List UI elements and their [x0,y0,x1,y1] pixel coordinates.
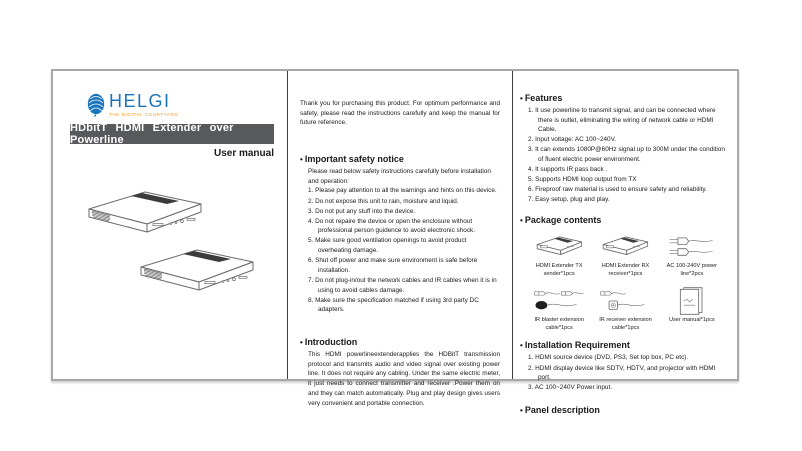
feature-item: 4. It supports IR pass back . [528,166,608,174]
bullet-icon: • [520,341,523,351]
ir-receiver-cable-icon [599,285,651,317]
extender-tx-icon [533,231,585,263]
introduction-heading: • Introduction [300,336,358,347]
manual-document [51,69,739,415]
package-item-label: User manual*1pcs [668,316,715,323]
package-item-manual [659,285,725,333]
package-item-tx [526,231,592,279]
extender-devices-drawing [79,187,267,307]
safety-item: 4. Do not repaire the device or open the enclosure without professional person guidence to avoid electronic shock. [308,217,476,235]
helgi-logo-icon [87,93,105,117]
package-item-label: IR receiver extension cable*1pcs [599,316,652,331]
safety-lead: Please read below safety instructions carefully before installation and operation: [308,168,491,185]
safety-item: 6. Shut off power and make sure environment is safe before installation. [308,257,478,274]
package-item-label: HDMI Extender RX receiver*1pcs [601,263,650,277]
package-item-label: AC 100-240V power line*2pcs [666,263,718,277]
package-item-powerline [659,231,725,279]
safety-item: 8. Make sure the specification matched if using 3rd party DC adapters. [308,296,479,314]
logo-text-block [109,91,178,117]
user-manual-icon [675,285,709,317]
installation-item: 2. HDMI display device like SDTV, HDTV, and projector with HDMI port. [528,364,716,382]
package-item-label: IR blaster extension cable*1pcs [534,316,584,331]
bullet-icon: • [300,155,303,165]
features-list [520,106,727,205]
safety-panel [287,71,512,407]
logo-name: HELGI [109,91,171,111]
feature-item: 5. Supports HDMI loop output from TX [528,176,637,184]
safety-item: 2. Do not expose this unit to rain, moisture and liquid. [308,197,459,205]
feature-item: 1. It use powerline to transmit signal, and can be connected where there is outlet, eliminating the wiring of network cable or HDMI Cable. [528,107,716,134]
power-cable-icon [668,231,716,263]
installation-item: 1. HDMI source device (DVD, PS3, Set top box, PC etc). [528,354,689,362]
feature-item: 2. Input voltage: AC 100~240V. [528,136,617,144]
installation-heading: • Installation Requirement [520,340,630,351]
cover-panel [53,71,287,379]
safety-item: 3. Do not put any stuff into the device. [308,207,416,215]
package-item-label: HDMI Extender TX sender*1pcs [535,263,583,277]
safety-list [300,186,500,314]
product-title-banner: HDbitT HDMI Extender over Powerline [70,124,274,144]
package-item-rx [592,231,658,279]
installation-item: 3. AC 100~240V Power input. [528,384,613,392]
manual-subtitle: User manual [213,148,274,159]
feature-item: 3. It can extends 1080P@60Hz signal up to 300M under the condition of fluent electric power environment. [528,146,725,164]
panel-description-heading: • Panel description [520,404,600,415]
brand-logo [87,91,287,117]
extender-rx-icon [599,231,651,263]
bullet-icon: • [520,216,523,226]
feature-item: 6. Fireproof raw material is used to ensure safety and reliability. [528,186,707,194]
introduction-paragraph: This HDMI powerlineextenderapplies the HDBitT transmission protocol and transmits audio and video signal over existing power line. It does not require any cabling. Under the same electric meter, it just needs to connect transmitter and receiver .Power them on and they can match automatically. Plug and play design gives users very convenient and portable connection. [308,350,500,407]
device-illustration [79,187,287,312]
thankyou-paragraph: Thank you for purchasing this product. For optimum performance and safety, please read the instructions carefully and keep the manual for future reference. [300,100,500,127]
installation-list [520,353,727,392]
bullet-icon: • [520,94,523,103]
logo-tagline: THE DIGITAL COURTYARD [109,112,179,117]
feature-item: 7. Easy setup, plug and play. [528,196,610,204]
features-heading: • Features [520,93,563,103]
title-block [70,124,274,159]
safety-item: 7. Do not plug-in/out the network cables and IR cables when it is in using to avoid cables damage. [308,276,497,294]
package-item-ir-receiver [592,285,658,333]
features-panel [512,71,737,415]
ir-blaster-cable-icon [533,285,585,317]
package-item-ir-blaster [526,285,592,333]
package-contents-grid [526,231,725,332]
safety-item: 1. Please pay attention to all the warnings and hints on this device. [308,187,497,195]
safety-notice-heading: • Important safety notice [300,154,404,165]
safety-item: 5. Make sure good ventilation openings to avoid product overheating damage. [308,237,467,255]
bullet-icon: • [520,405,523,415]
bullet-icon: • [300,337,303,347]
package-contents-heading: • Package contents [520,215,602,226]
